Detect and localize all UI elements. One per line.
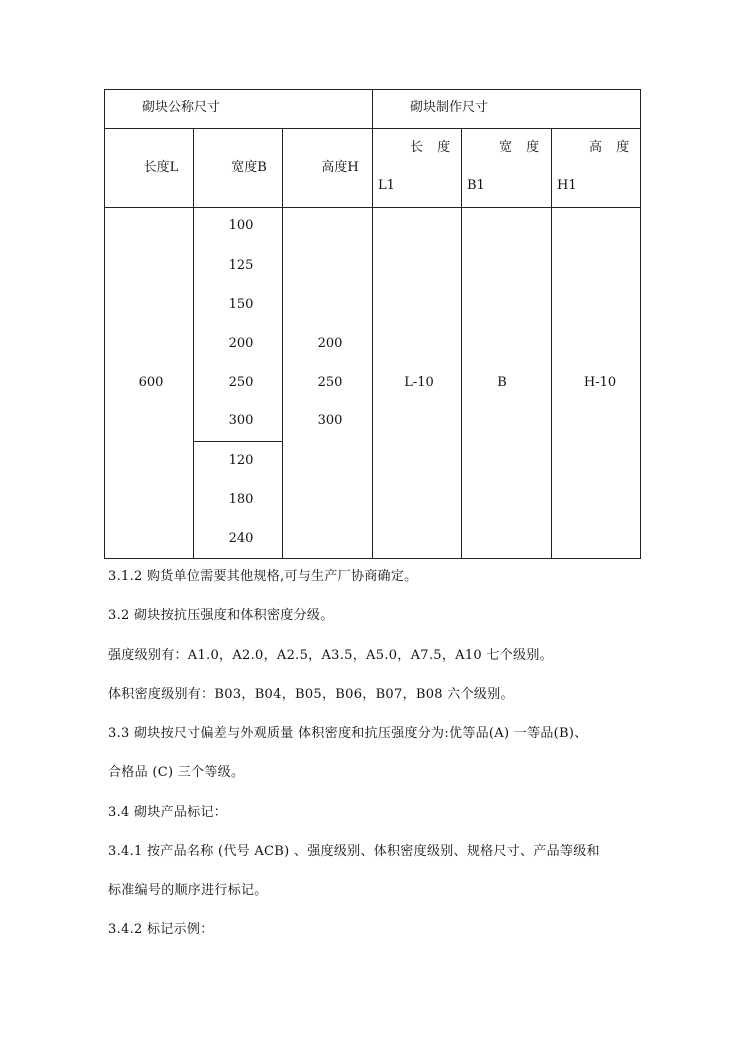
paragraph: 3.2 砌块按抗压强度和体积密度分级。: [108, 608, 334, 623]
paragraph: 3.3 砌块按尺寸偏差与外观质量 体积密度和抗压强度分为:优等品(A) 一等品(B)、: [108, 726, 588, 741]
cell-width: 200: [228, 336, 254, 351]
paragraph: 体积密度级别有：B03，B04，B05，B06，B07，B08 六个级别。: [108, 687, 514, 702]
header-height-H: 高度H: [321, 160, 359, 175]
paragraph: 3.1.2 购货单位需要其他规格,可与生产厂协商确定。: [108, 569, 418, 584]
cell-height: 200: [317, 336, 343, 351]
header-length-L: 长度L: [143, 160, 179, 175]
cell-width: 150: [228, 297, 254, 312]
cell-height: 300: [317, 413, 343, 428]
cell-made-length: L-10: [404, 375, 434, 390]
paragraph: 标准编号的顺序进行标记。: [108, 883, 268, 898]
cell-made-width: B: [497, 375, 507, 390]
header-width-B: 宽度B: [231, 160, 267, 175]
cell-width: 180: [228, 492, 254, 507]
header-L1-code: L1: [378, 178, 395, 193]
header-H1-label: 高 度: [589, 140, 630, 155]
paragraph: 强度级别有：A1.0，A2.0，A2.5，A3.5，A5.0，A7.5，A10 七个级别。: [108, 648, 553, 663]
cell-width: 125: [228, 258, 254, 273]
header-made-size: 砌块制作尺寸: [410, 100, 489, 115]
cell-width: 240: [228, 531, 254, 546]
header-B1-label: 宽 度: [499, 140, 540, 155]
paragraph: 3.4.2 标记示例：: [108, 922, 214, 937]
cell-width: 120: [228, 453, 254, 468]
paragraph: 合格品 (C) 三个等级。: [108, 765, 245, 780]
header-H1-code: H1: [557, 178, 577, 193]
cell-length: 600: [138, 375, 164, 390]
paragraph: 3.4 砌块产品标记：: [108, 805, 228, 820]
cell-made-height: H-10: [583, 375, 617, 390]
cell-height: 250: [317, 375, 343, 390]
cell-width: 250: [228, 375, 254, 390]
cell-width: 100: [228, 218, 254, 233]
header-B1-code: B1: [467, 178, 485, 193]
header-nominal-size: 砌块公称尺寸: [142, 100, 221, 115]
cell-width: 300: [228, 413, 254, 428]
header-L1-label: 长 度: [410, 140, 451, 155]
paragraph: 3.4.1 按产品名称 (代号 ACB) 、强度级别、体积密度级别、规格尺寸、产品等级和: [108, 844, 600, 859]
